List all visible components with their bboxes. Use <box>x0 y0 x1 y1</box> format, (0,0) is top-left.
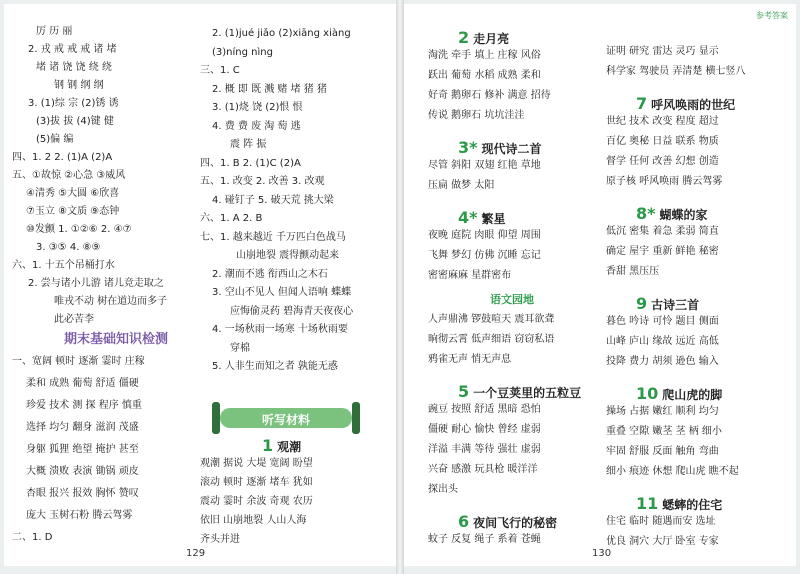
lesson-number: 3* <box>458 138 478 157</box>
answer-line: 2. 戎 戒 戒 戒 诸 堵 <box>28 44 117 55</box>
dictation-line: 督学 任何 改善 幻想 创造 <box>606 156 719 167</box>
answer-line: 六、1. A 2. B <box>200 213 263 224</box>
answer-line: 2. 尝与诸小儿游 诸儿竞走取之 <box>28 278 164 289</box>
dictation-banner <box>212 398 360 438</box>
dictation-line: 齐头并进 <box>200 534 240 545</box>
corner-tab: 参考答案 <box>756 11 788 20</box>
lesson-title <box>458 512 557 531</box>
answer-line: 山崩地裂 震得颤动起来 <box>236 250 340 261</box>
lesson-title <box>262 436 301 455</box>
garden-title: 语文园地 <box>490 293 534 306</box>
lesson-number: 4* <box>458 208 478 227</box>
answer-line: (3)níng nìng <box>212 46 273 58</box>
dictation-line: 淘洗 牵手 填上 庄稼 风俗 <box>428 50 541 61</box>
answer-line: 三、1. C <box>200 65 240 76</box>
answer-line: 厉 历 丽 <box>36 26 73 37</box>
lesson-title <box>636 94 735 113</box>
lesson-title <box>458 208 506 227</box>
dictation-line: 密密麻麻 星群密布 <box>428 270 512 281</box>
dictation-line: 压扁 做梦 太阳 <box>428 180 495 191</box>
answer-line: 七、1. 越来越近 千万匹白色战马 <box>200 231 346 243</box>
dictation-line: 确定 屋宇 重新 鲜艳 秘密 <box>606 246 719 257</box>
dictation-line: 蚊子 反复 绳子 系着 苍蝇 <box>428 534 541 545</box>
answer-line: 3. 空山不见人 但闻人语响 蝶蝶 <box>212 287 352 298</box>
answer-line: 穿棉 <box>230 342 250 354</box>
answer-line: 五、①故惊 ②心急 ③威风 <box>12 170 126 181</box>
dictation-line: 晌彻云霄 低声细语 窃窃私语 <box>428 334 555 345</box>
lesson-title <box>636 384 722 403</box>
dictation-line: 跃出 葡萄 水稻 成熟 柔和 <box>428 70 541 81</box>
answer-line: 杏眼 报兴 报效 胸怀 赞叹 <box>26 488 139 499</box>
dictation-line: 兴奋 感激 玩具枪 暖洋洋 <box>428 464 538 475</box>
answer-line: ④清秀 ⑤大圆 ⑥欣喜 <box>26 188 120 199</box>
dictation-line: 证明 研究 雷达 灵巧 显示 <box>606 46 719 57</box>
left-page <box>4 4 396 566</box>
lesson-number: 9 <box>636 294 648 313</box>
answer-line: ⑩发颤 1. ①②⑥ 2. ④⑦ <box>26 224 132 235</box>
answer-line: 4. 费 费 废 淘 萄 逃 <box>212 120 301 132</box>
dictation-line: 传说 鹅卵石 坑坑洼洼 <box>428 110 525 121</box>
lesson-title-text: 观潮 <box>277 440 302 454</box>
dictation-line: 滚动 顿时 逐渐 堵车 犹如 <box>200 477 313 488</box>
book-spine <box>396 0 404 574</box>
lesson-title-text: 现代诗二首 <box>481 142 542 156</box>
lesson-title-text: 呼风唤雨的世纪 <box>651 98 736 112</box>
dictation-line: 暮色 吟诗 可怜 题目 侧面 <box>606 316 719 327</box>
dictation-line: 投降 费力 胡须 逊色 输入 <box>606 356 719 367</box>
dictation-line: 低沉 密集 着急 柔弱 简直 <box>606 226 719 237</box>
answer-line: (5)偏 编 <box>36 134 74 145</box>
answer-line: 2. (1)jué jiǎo (2)xiāng xiàng <box>212 28 351 39</box>
answer-line: 4. 一场秋雨一场寒 十场秋雨要 <box>212 324 348 335</box>
lesson-number: 2 <box>458 28 470 47</box>
lesson-title <box>458 138 542 157</box>
answer-line: 应悔偷灵药 碧海青天夜夜心 <box>230 305 354 317</box>
answer-line: 此必苦李 <box>54 314 94 325</box>
answer-line: 3. ③⑤ 4. ⑧⑨ <box>36 242 101 253</box>
answer-line: 二、1. D <box>12 532 53 543</box>
lesson-title-text: 繁星 <box>481 212 506 226</box>
answer-line: 柔和 成熟 葡萄 舒适 僵硬 <box>26 378 139 389</box>
answer-line: (3)拔 拔 (4)键 健 <box>36 116 114 127</box>
answer-line: 4. 碰钉子 5. 破天荒 挑大梁 <box>212 194 334 206</box>
lesson-number: 6 <box>458 512 470 531</box>
answer-line: 四、1. B 2. (1)C (2)A <box>200 157 301 169</box>
right-page <box>404 4 796 566</box>
dictation-line: 牢固 舒服 反面 触角 弯曲 <box>606 446 719 457</box>
lesson-number: 7 <box>636 94 648 113</box>
dictation-line: 依旧 山崩地裂 人山人海 <box>200 515 307 526</box>
answer-line: ⑦玉立 ⑧文质 ⑨态钟 <box>26 206 120 217</box>
answer-line: 大概 溃败 表演 锄锅 顽皮 <box>26 466 139 477</box>
dictation-line: 重叠 空隙 嫩茎 茎 柄 细小 <box>606 426 722 437</box>
answer-line: 2. 概 即 既 溅 赌 堵 猪 猪 <box>212 83 327 95</box>
dictation-line: 科学家 驾驶员 弄清楚 横七竖八 <box>606 66 746 77</box>
page-number-left: 129 <box>186 548 206 559</box>
answer-line: 选择 均匀 翻身 滋润 茂盛 <box>26 422 139 433</box>
answer-line: 四、1. 2 2. (1)A (2)A <box>12 152 113 163</box>
answer-line: 唯戎不动 树在道边而多子 <box>54 296 168 307</box>
lesson-number: 5 <box>458 382 470 401</box>
answer-line: 一、宽阔 顿时 逐渐 霎时 庄稼 <box>12 356 145 367</box>
lesson-number: 11 <box>636 494 659 513</box>
page-number-right: 130 <box>592 548 612 559</box>
answer-line: 庞大 玉树石粉 腾云驾雾 <box>26 510 133 521</box>
dictation-line: 住宅 临时 随遇而安 选址 <box>606 516 716 527</box>
dictation-line: 原子核 呼风唤雨 腾云驾雾 <box>606 176 723 187</box>
answer-line: 3. (1)综 宗 (2)锈 诱 <box>28 98 119 109</box>
dictation-line: 香甜 黑压压 <box>606 266 660 277</box>
dictation-line: 优良 洞穴 大厅 卧室 专家 <box>606 536 719 547</box>
dictation-line: 飞舞 梦幻 仿佛 沉睡 忘记 <box>428 250 541 261</box>
dictation-line: 夜晚 庭院 肉眼 仰望 周围 <box>428 230 541 241</box>
dictation-line: 世纪 技术 改变 程度 超过 <box>606 116 719 127</box>
lesson-title-text: 夜间飞行的秘密 <box>473 516 558 530</box>
dictation-line: 山峰 庐山 缘故 远近 高低 <box>606 336 719 347</box>
lesson-title <box>458 382 581 401</box>
dictation-line: 鸦雀无声 悄无声息 <box>428 354 512 365</box>
lesson-title-text: 爬山虎的脚 <box>662 388 723 402</box>
answer-line: 震 阵 振 <box>230 139 267 150</box>
lesson-title-text: 蝴蝶的家 <box>659 208 708 222</box>
dictation-line: 尽管 斜阳 双翅 红艳 草地 <box>428 160 541 171</box>
banner-text: 听写材料 <box>261 413 310 427</box>
dictation-line: 操场 占据 嫩红 顺利 均匀 <box>606 406 719 417</box>
answer-line: 五、1. 改变 2. 改善 3. 改观 <box>200 176 325 187</box>
lesson-title <box>636 204 708 223</box>
dictation-line: 豌豆 按照 舒适 黑暗 恐怕 <box>428 404 541 415</box>
answer-line: 2. 潮而不逃 衔西山之木石 <box>212 268 328 280</box>
dictation-line: 震动 霎时 余波 奇观 农历 <box>200 496 313 507</box>
lesson-title-text: 蟋蟀的住宅 <box>662 498 723 512</box>
lesson-title <box>636 294 699 313</box>
section-title: 期末基础知识检测 <box>64 332 169 347</box>
dictation-line: 观潮 据说 大堤 宽阔 盼望 <box>200 458 313 469</box>
answer-line: 3. (1)烧 饶 (2)恨 恨 <box>212 102 303 113</box>
answer-line: 堵 诸 饶 饶 绕 绕 <box>36 62 112 73</box>
lesson-title-text: 一个豆荚里的五粒豆 <box>473 386 582 400</box>
answer-line: 六、1. 十五个吊桶打水 <box>12 260 115 271</box>
dictation-line: 百亿 奥秘 日益 联系 物质 <box>606 136 719 147</box>
dictation-line: 人声鼎沸 锣鼓喧天 震耳欲聋 <box>428 314 555 325</box>
lesson-title <box>636 494 722 513</box>
lesson-title <box>458 28 509 47</box>
lesson-number: 10 <box>636 384 659 403</box>
dictation-line: 好奇 鹅卵石 修补 满意 招待 <box>428 90 551 101</box>
answer-line: 珍爱 技术 测 探 程序 慎重 <box>26 400 142 411</box>
dictation-line: 僵硬 耐心 愉快 曾经 虚弱 <box>428 424 541 435</box>
lesson-number: 8* <box>636 204 656 223</box>
lesson-title-text: 古诗三首 <box>651 298 700 312</box>
answer-line: 身躯 狐狸 绝望 掩护 甚至 <box>26 444 139 455</box>
lesson-number: 1 <box>262 436 274 455</box>
dictation-line: 细小 痕迹 休想 爬山虎 瞧不起 <box>606 466 739 477</box>
answer-line: 5. 人非生而知之者 孰能无惑 <box>212 361 338 372</box>
lesson-title-text: 走月亮 <box>473 32 510 46</box>
dictation-line: 探出头 <box>428 484 458 495</box>
dictation-line: 洋溢 丰满 等待 强壮 虚弱 <box>428 444 541 455</box>
answer-line: 钢 钢 纲 纲 <box>54 80 104 91</box>
